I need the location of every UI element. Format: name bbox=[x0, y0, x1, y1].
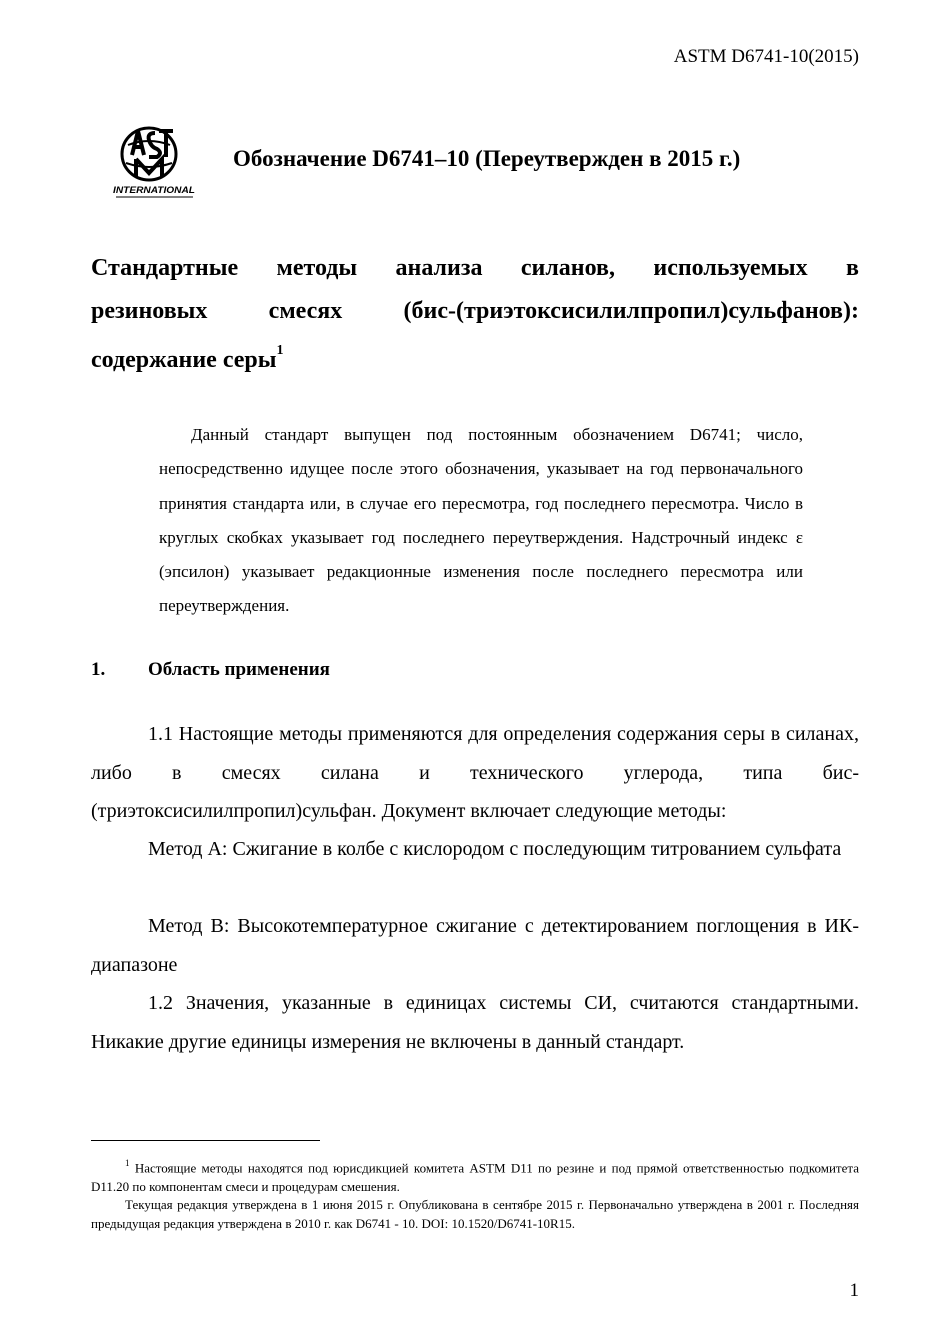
paragraph-text: 1.1 Настоящие методы применяются для определения содержания серы в силанах, либо в смесях силана и технического углерода, типа бис-(триэтоксисилилпропил)сульфан. Документ включает следующие методы: bbox=[91, 723, 859, 822]
paragraph-method-b bbox=[91, 907, 859, 984]
page-number: 1 bbox=[849, 1280, 859, 1301]
footnote-1-text: Настоящие методы находятся под юрисдикцией комитета ASTM D11 по резине и под прямой ответственностью подкомитета D11.20 по компонентам смеси и процедурам смешения. bbox=[91, 1160, 859, 1194]
footnote-separator bbox=[91, 1140, 320, 1141]
footnote-2: Текущая редакция утверждена в 1 июня 2015 г. Опубликована в сентябре 2015 г. Первоначально утверждена в 2001 г. Последняя предыдущая редакция утверждена в 2010 г. как D6741 - 10. DOI: 10.1520/D6741-10R15. bbox=[91, 1197, 859, 1231]
footnotes bbox=[91, 1155, 859, 1233]
title-line-1: Стандартные методы анализа силанов, используемых в bbox=[91, 255, 859, 281]
designation-heading: Обозначение D6741–10 (Переутвержден в 2015 г.) bbox=[233, 146, 741, 171]
section-number: 1. bbox=[91, 659, 106, 680]
paragraph-text: Метод А: Сжигание в колбе с кислородом с последующим титрованием сульфата bbox=[148, 838, 842, 860]
document-id: ASTM D6741-10(2015) bbox=[673, 46, 859, 67]
designation-notice: Данный стандарт выпущен под постоянным обозначением D6741; число, непосредственно идущее после этого обозначения, указывает на год первоначального принятия стандарта или, в случае его пересмотра, год последнего пересмотра. Число в круглых скобках указывает год последнего переутверждения. Надстрочный индекс ε (эпсилон) указывает редакционные изменения после последнего пересмотра или переутверждения. bbox=[159, 425, 803, 616]
title-line-2: резиновых смесях (бис-(триэтоксисилилпропил)сульфанов): bbox=[91, 298, 859, 324]
document-title bbox=[91, 247, 859, 382]
title-line-3 bbox=[91, 333, 859, 382]
section-heading bbox=[91, 659, 330, 681]
paragraph-1-1 bbox=[91, 715, 859, 831]
footnote-1 bbox=[91, 1155, 859, 1196]
section-title: Область применения bbox=[148, 659, 330, 680]
svg-text:INTERNATIONAL: INTERNATIONAL bbox=[113, 185, 196, 196]
paragraph-text: Метод В: Высокотемпературное сжигание с детектированием поглощения в ИК-диапазоне bbox=[91, 915, 859, 976]
title-line-3-text: содержание серы bbox=[91, 347, 277, 373]
paragraph-1-2 bbox=[91, 984, 859, 1061]
footnote-marker: 1 bbox=[125, 1158, 130, 1168]
paragraph-method-a bbox=[91, 830, 859, 869]
title-footnote-ref: 1 bbox=[276, 343, 284, 358]
astm-logo bbox=[113, 125, 199, 201]
astm-logo-icon bbox=[113, 125, 199, 201]
paragraph-text: 1.2 Значения, указанные в единицах системы СИ, считаются стандартными. Никакие другие единицы измерения не включены в данный стандарт. bbox=[91, 992, 859, 1053]
